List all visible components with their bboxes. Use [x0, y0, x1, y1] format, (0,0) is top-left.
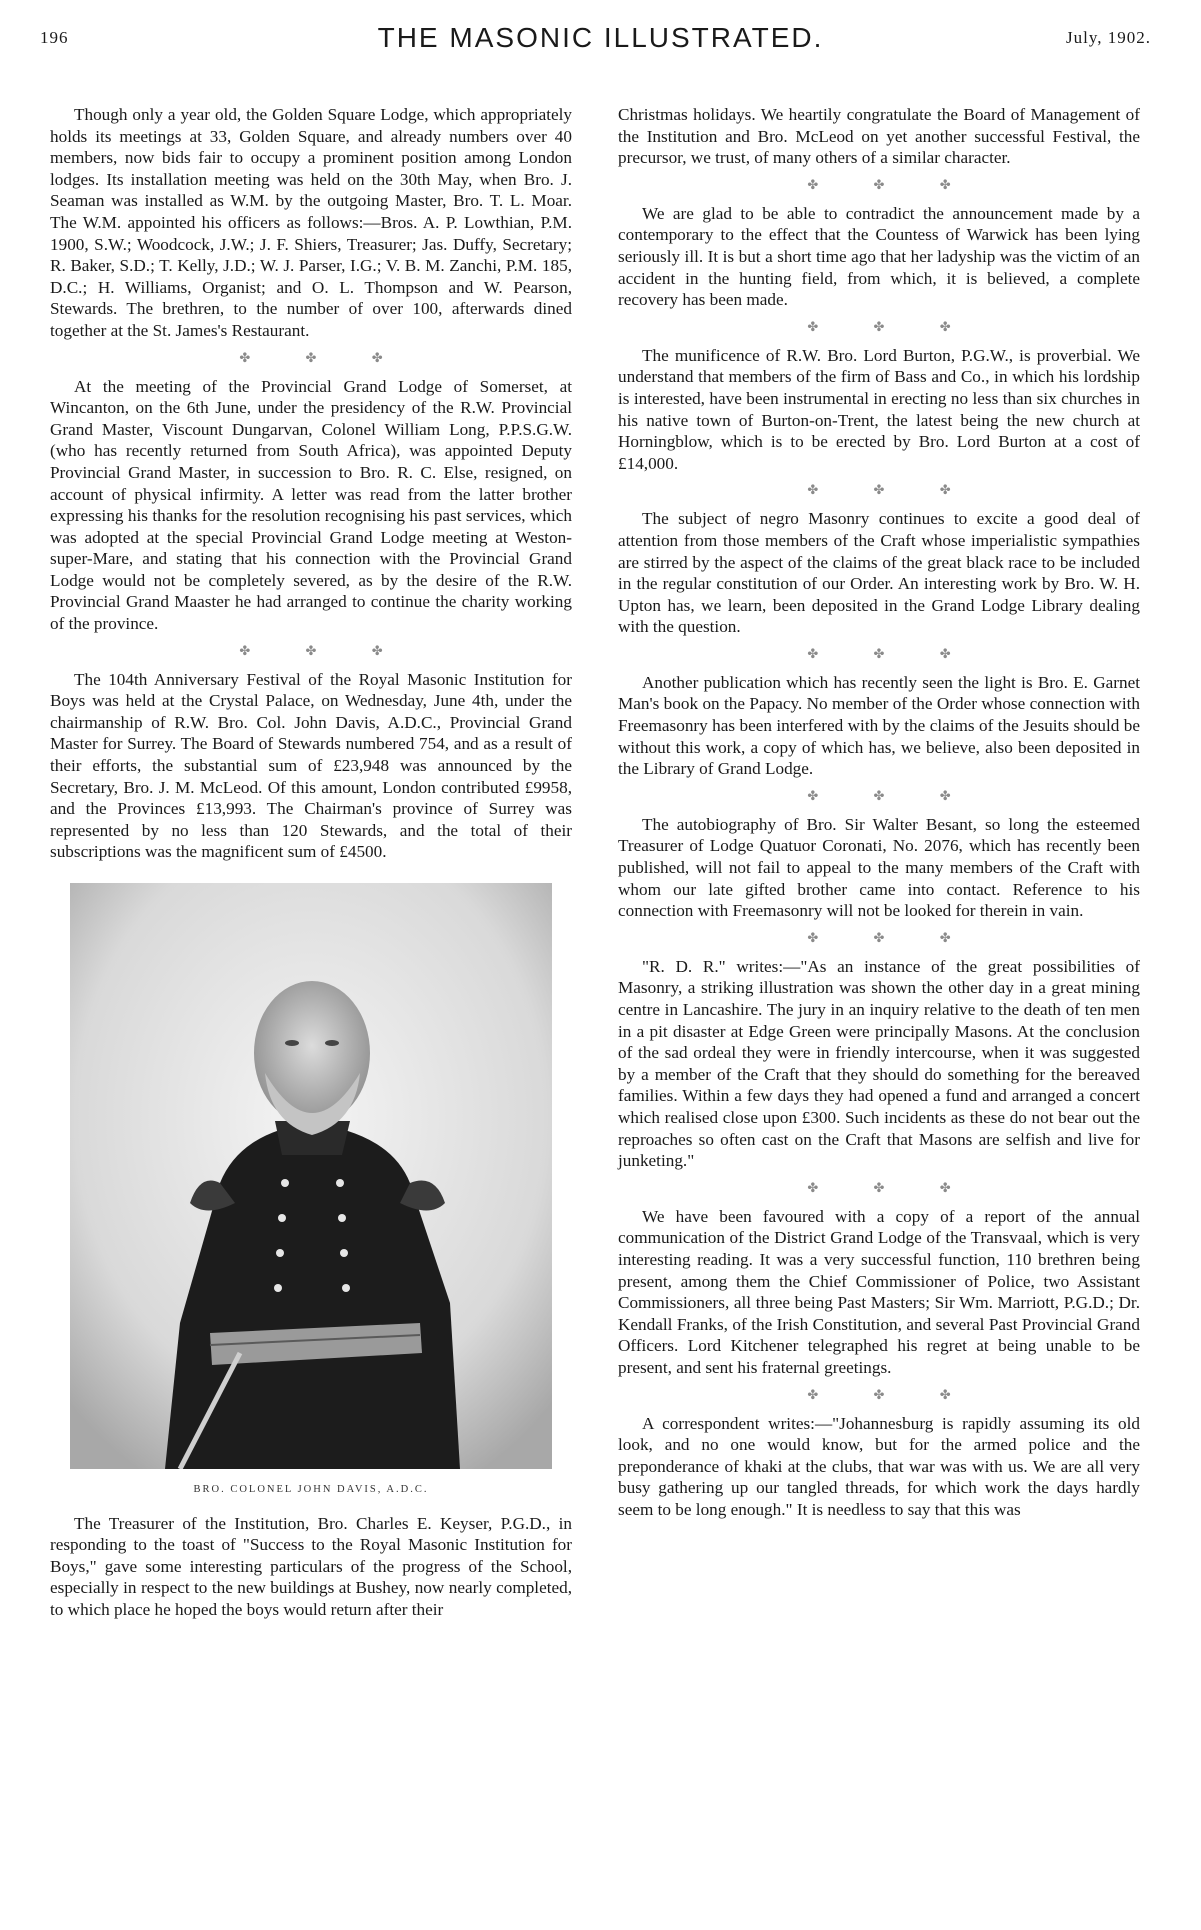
page-header: [0, 22, 1201, 62]
article-negro-masonry: The subject of negro Masonry continues to excite a good deal of attention from those members of the Craft whose imperialistic sympathies are stirred by the aspect of the claims of the great black race to be included in the regular constitution of our Order. An interesting work by Bro. W. H. Upton has, we learn, been deposited in the Grand Lodge Library dealing with the question.: [618, 509, 1140, 637]
article-rdr-letter: "R. D. R." writes:—"As an instance of the great possibilities of Masonry, a striking illustration was shown the other day in a great mining centre in Lancashire. The jury in an inquiry relative to the death of ten men in a pit disaster at Edge Green were principally Masons. At the conclusion of the sad ordeal they were in friendly intercourse, when it was suggested by a member of the Craft that they should do something for the bereaved families. Within a few days they had opened a fund and arranged a concert which realised close upon £300. Such incidents as these do not bear out the reproaches so often cast on the Craft that Masons are selfish and live for junketing.": [618, 956, 1140, 1171]
section-ornament: ✤ ✤ ✤: [807, 482, 977, 498]
article-boys-festival-continued: Christmas holidays. We heartily congratulate the Board of Management of the Institution and Bro. McLeod on yet another successful Festival, the precursor, we trust, of many others of a similar character.: [618, 105, 1140, 168]
section-ornament: ✤ ✤ ✤: [807, 318, 977, 334]
section-ornament: ✤ ✤ ✤: [807, 176, 977, 192]
section-ornament: ✤ ✤ ✤: [807, 929, 977, 945]
section-ornament: ✤ ✤ ✤: [239, 642, 409, 658]
right-column: [618, 104, 1140, 1528]
article-boys-festival: The 104th Anniversary Festival of the Royal Masonic Institution for Boys was held at the Crystal Palace, on Wednesday, June 4th, under the chairmanship of R.W. Bro. Col. John Davis, A.D.C., Provincial Grand Master for Surrey. The Board of Stewards numbered 754, and as a result of their efforts, the substantial sum of £23,948 was announced by the Secretary, Bro. J. M. McLeod. Of this amount, London contributed £9958, and the Provinces £13,993. The Chairman's province of Surrey was represented by no less than 120 Stewards, and the total of their subscriptions was the magnificent sum of £4500.: [50, 669, 572, 862]
left-column: [50, 104, 572, 1629]
section-ornament: ✤ ✤ ✤: [807, 787, 977, 803]
masthead-title: THE MASONIC ILLUSTRATED.: [377, 22, 824, 53]
article-walter-besant: The autobiography of Bro. Sir Walter Besant, so long the esteemed Treasurer of Lodge Quatuor Coronati, No. 2076, which has recently been published, will not fail to appeal to the many members of the Craft with whom our late gifted brother came into contact. Reference to his connection with Freemasonry will not be looked for therein in vain.: [618, 814, 1140, 921]
article-lord-burton: The munificence of R.W. Bro. Lord Burton, P.G.W., is proverbial. We understand that members of the firm of Bass and Co., in which his lordship is interested, have been instrumental in erecting no less than six churches in his native town of Burton-on-Trent, the latest being the new church at Horningblow, which is to be erected by Bro. Lord Burton at a cost of £14,000.: [618, 345, 1140, 473]
article-treasurer-toast: The Treasurer of the Institution, Bro. Charles E. Keyser, P.G.D., in responding to the toast of "Success to the Royal Masonic Institution for Boys," gave some interesting particulars of the progress of the School, especially in respect to the new buildings at Bushey, now nearly completed, to which place he hoped the boys would return after their: [50, 1513, 572, 1619]
article-transvaal-lodge: We have been favoured with a copy of a report of the annual communication of the District Grand Lodge of the Transvaal, which is very interesting reading. It was a very successful function, 110 brethren being present, among them the Chief Commissioner of Police, two Assistant Commissioners, all three being Past Masters; Sir Wm. Marriott, P.G.D.; Dr. Kendall Franks, of the Irish Constitution, and several Past Provincial Grand Officers. Lord Kitchener telegraphed his regret at being unable to be present, and sent his fraternal greetings.: [618, 1206, 1140, 1377]
article-somerset-provincial: At the meeting of the Provincial Grand Lodge of Somerset, at Wincanton, on the 6th June, under the presidency of the R.W. Provincial Grand Master, Viscount Dungarvan, Colonel William Long, P.P.S.G.W. (who has recently returned from South Africa), was appointed Deputy Provincial Grand Master, in succession to Bro. R. C. Else, resigned, on account of physical infirmity. A letter was read from the latter brother expressing his thanks for the resolution recognising his past services, which was adopted at the special Provincial Grand Lodge meeting at Weston-super-Mare, and stating that his connection with the Provincial Grand Lodge would not be completely severed, as by the desire of the R.W. Provincial Grand Maaster he had arranged to continue the charity working of the province.: [50, 376, 572, 634]
portrait-photo: [70, 883, 552, 1469]
portrait-caption: BRO. COLONEL JOHN DAVIS, A.D.C.: [193, 1484, 429, 1495]
section-ornament: ✤ ✤ ✤: [807, 1179, 977, 1195]
article-papacy-book: Another publication which has recently seen the light is Bro. E. Garnet Man's book on the Papacy. No member of the Order whose connection with Freemasonry has been interfered with by the claims of the Jesuits should be without this work, a copy of which has, we believe, also been deposited in the Library of Grand Lodge.: [618, 672, 1140, 779]
issue-date: July, 1902.: [1066, 28, 1151, 47]
article-countess-warwick: We are glad to be able to contradict the announcement made by a contemporary to the effect that the Countess of Warwick has been lying seriously ill. It is but a short time ago that her ladyship was the victim of an accident in the hunting field, from which, it is believed, a complete recovery has been made.: [618, 203, 1140, 310]
section-ornament: ✤ ✤ ✤: [807, 1386, 977, 1402]
section-ornament: ✤ ✤ ✤: [807, 645, 977, 661]
article-johannesburg: A correspondent writes:—"Johannesburg is rapidly assuming its old look, and no one would know, but for the armed police and the preponderance of khaki at the clubs, that war was with us. We are all very busy gathering up our tangled threads, for which work the days hardly seem to be long enough." It is needless to say that this was: [618, 1413, 1140, 1519]
article-golden-square-lodge: Though only a year old, the Golden Square Lodge, which appropriately holds its meetings at 33, Golden Square, and already numbers over 40 members, now bids fair to occupy a prominent position among London lodges. Its installation meeting was held on the 30th May, when Bro. J. Seaman was installed as W.M. by the outgoing Master, Bro. T. L. Moar. The W.M. appointed his officers as follows:—Bros. A. P. Lowthian, P.M. 1900, S.W.; Woodcock, J.W.; J. F. Shiers, Treasurer; Jas. Duffy, Secretary; R. Baker, S.D.; T. Kelly, J.D.; W. J. Parser, I.G.; V. B. M. Zanchi, P.M. 185, D.C.; H. Williams, Organist; and O. L. Thompson and W. Pearson, Stewards. The brethren, to the number of over 100, afterwards dined together at the St. James's Restaurant.: [50, 105, 572, 340]
portrait-figure: [70, 883, 552, 1501]
section-ornament: ✤ ✤ ✤: [239, 349, 409, 365]
page-number: 196: [40, 28, 69, 47]
